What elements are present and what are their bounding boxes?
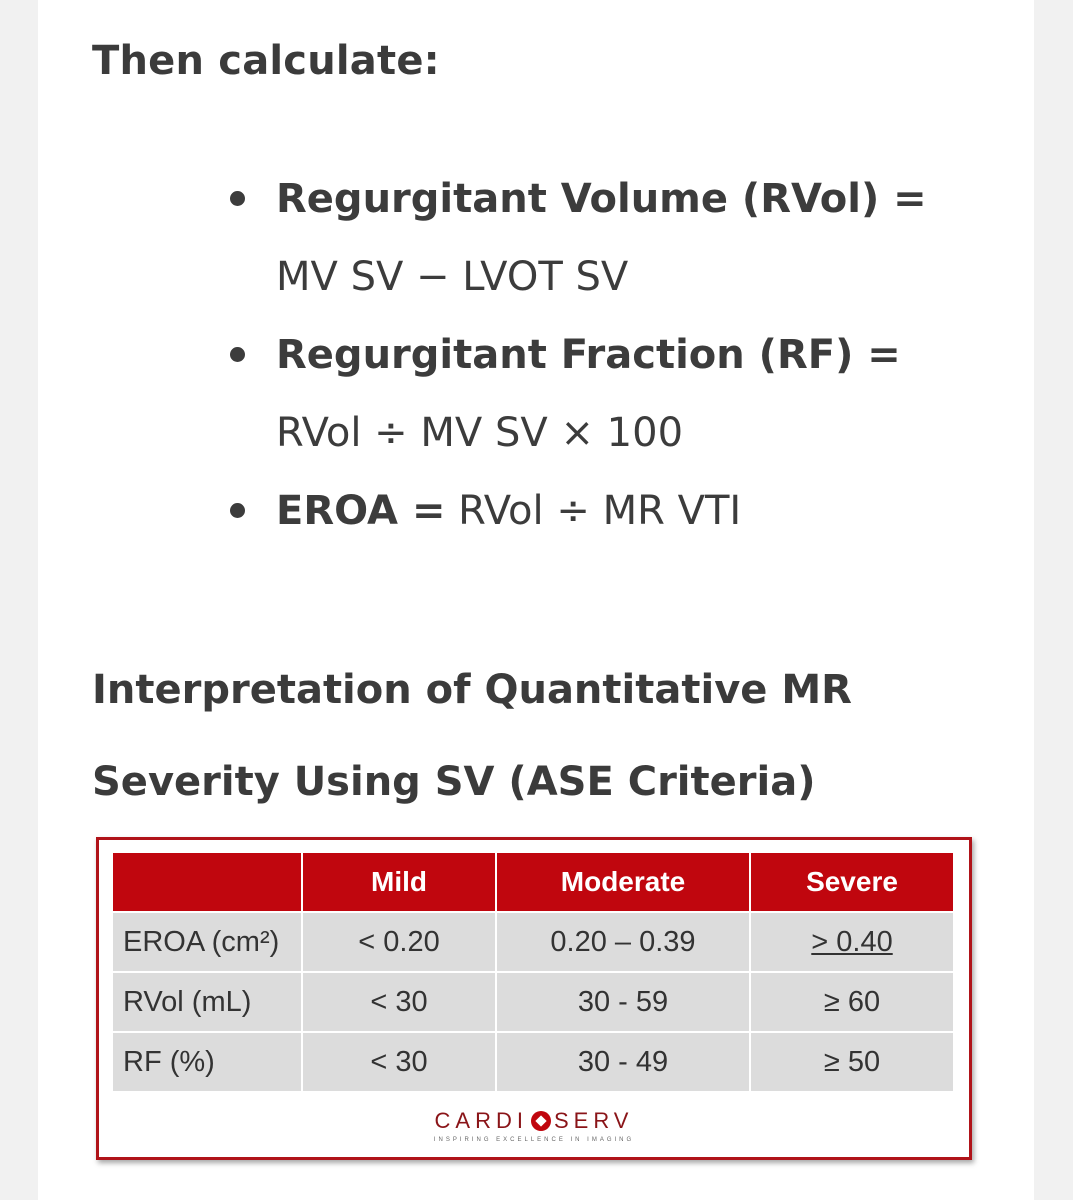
heart-icon	[531, 1111, 551, 1131]
section-heading-calculate: Then calculate:	[92, 38, 440, 84]
table-row	[113, 972, 953, 1032]
severity-table	[113, 853, 953, 1091]
table-cell: 30 - 59	[496, 972, 750, 1032]
severity-table-image	[96, 837, 972, 1160]
table-header-mild: Mild	[302, 853, 496, 912]
formula-item-eroa	[228, 472, 988, 550]
table-cell: 30 - 49	[496, 1032, 750, 1091]
formula-item-rvol	[228, 160, 988, 316]
table-header-cell	[113, 853, 302, 912]
table-cell: < 30	[302, 972, 496, 1032]
table-cell: < 0.20	[302, 912, 496, 972]
table-cell: < 30	[302, 1032, 496, 1091]
table-header-row	[113, 853, 953, 912]
formula-expression: MV SV − LVOT SV	[276, 254, 629, 300]
bullet-icon	[230, 347, 245, 362]
formula-expression: RVol ÷ MV SV × 100	[276, 410, 684, 456]
brand-name-left: CARDI	[434, 1108, 528, 1133]
row-label: RVol (mL)	[113, 972, 302, 1032]
formula-list	[228, 160, 988, 550]
row-label: RF (%)	[113, 1032, 302, 1091]
formula-expression: RVol ÷ MR VTI	[445, 488, 742, 534]
table-cell-value: > 0.40	[811, 925, 893, 958]
table-cell: 0.20 – 0.39	[496, 912, 750, 972]
table-header-severe: Severe	[750, 853, 953, 912]
formula-term: Regurgitant Fraction (RF) =	[276, 332, 901, 378]
brand-tagline: INSPIRING EXCELLENCE IN IMAGING	[433, 1137, 635, 1143]
row-label: EROA (cm²)	[113, 912, 302, 972]
section-heading-interpretation: Interpretation of Quantitative MR Severity Using SV (ASE Criteria)	[92, 667, 852, 805]
formula-term: EROA =	[276, 488, 446, 534]
table-cell: ≥ 60	[750, 972, 953, 1032]
bullet-icon	[230, 191, 245, 206]
brand-name-right: SERV	[553, 1108, 634, 1133]
table-row	[113, 1032, 953, 1091]
formula-term: Regurgitant Volume (RVol) =	[276, 176, 927, 222]
cardioserv-logo	[99, 1108, 969, 1143]
formula-item-rf	[228, 316, 988, 472]
table-cell: ≥ 50	[750, 1032, 953, 1091]
table-header-moderate: Moderate	[496, 853, 750, 912]
bullet-icon	[230, 503, 245, 518]
brand-name	[435, 1108, 634, 1134]
table-row	[113, 912, 953, 972]
table-cell	[750, 912, 953, 972]
